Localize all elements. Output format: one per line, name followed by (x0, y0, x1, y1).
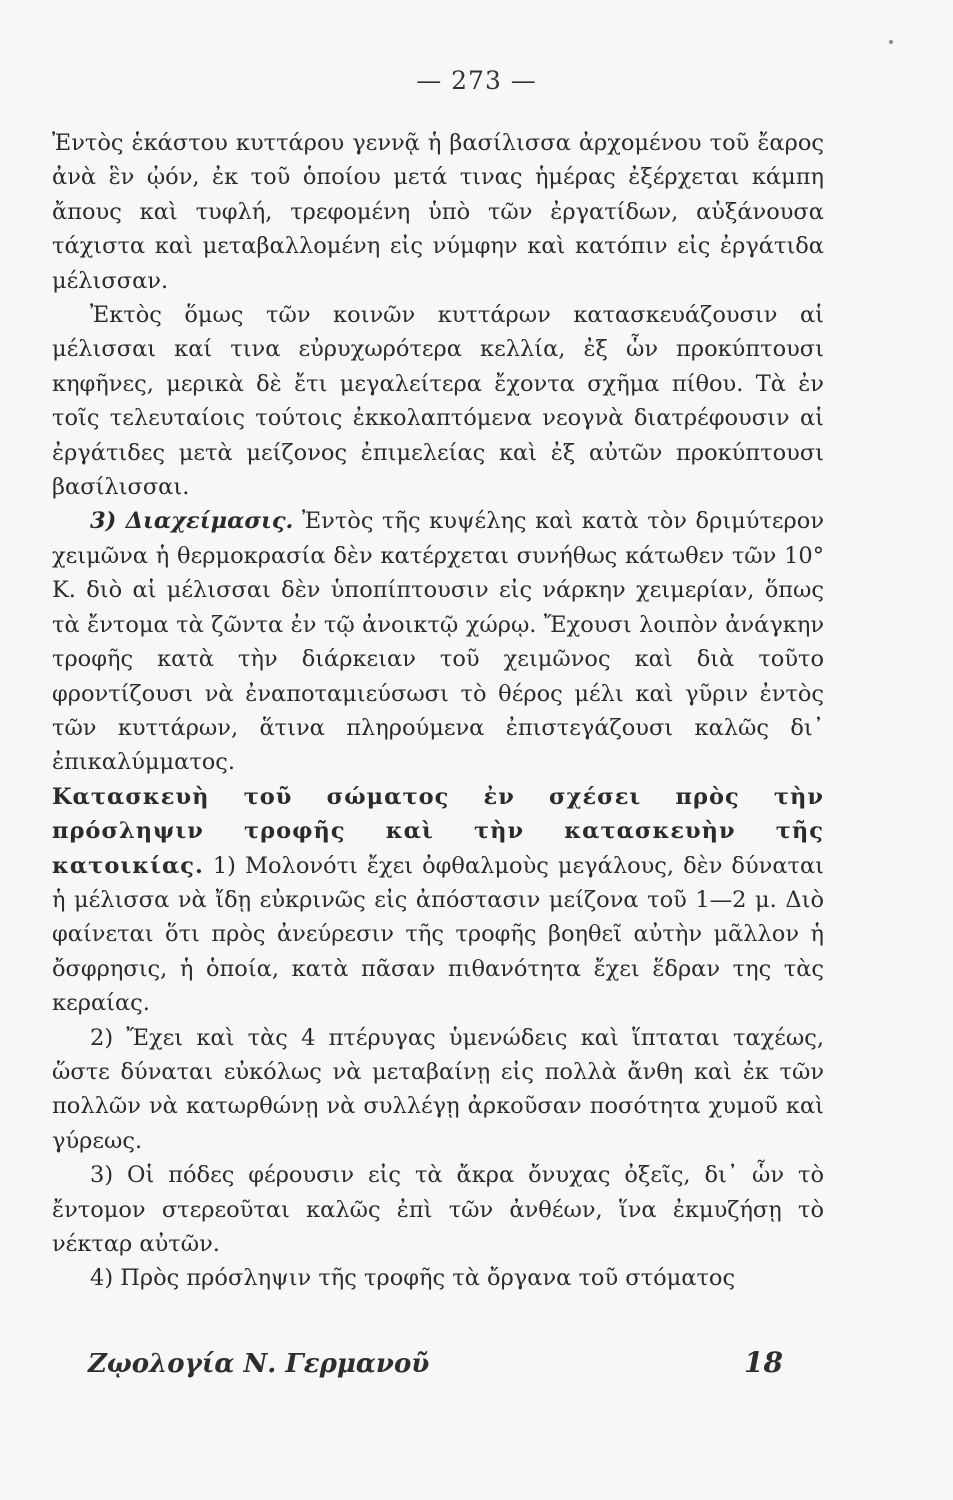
paragraph-4-text: 1) Μολονότι ἔχει ὀφθαλμοὺς μεγάλους, δὲν δύναται ἡ μέλισσα νὰ ἴδῃ εὐκρινῶς εἰς ἀπόστασιν μείζονα τοῦ 1—2 μ. Διὸ φαίνεται ὅτι πρὸς ἀνεύρεσιν τῆς τροφῆς βοηθεῖ αὐτὴν μᾶλλον ἡ ὄσφρησις, ἡ ὁποία, κατὰ πᾶσαν πιθανότητα ἔχει ἕδραν της τὰς κεραίας. (52, 852, 824, 1017)
footer-book-title: Ζῳολογία Ν. Γερμανοῦ (88, 1349, 430, 1379)
paragraph-7 (52, 1261, 824, 1295)
paragraph-1-text: Ἐντὸς ἑκάστου κυττάρου γεννᾷ ἡ βασίλισσα ἀρχομένου τοῦ ἔαρος ἀνὰ ἓν ᾠόν, ἐκ τοῦ ὁποίου μετά τινας ἡμέρας ἐξέρχεται κάμπη ἄπους καὶ τυφλή, τρεφομένη ὑπὸ τῶν ἐργατίδων, αὐξάνουσα τάχιστα καὶ μεταβαλλομένη εἰς νύμφην καὶ κατόπιν εἰς ἐργάτιδα μέλισσαν. (52, 130, 824, 294)
paragraph-6 (52, 1158, 824, 1261)
body-text (52, 126, 824, 1296)
paragraph-6-text: 3) Οἱ πόδες φέρουσιν εἰς τὰ ἄκρα ὄνυχας ὀξεῖς, δι᾿ ὧν τὸ ἔντομον στερεοῦται καλῶς ἐπὶ τῶν ἀνθέων, ἵνα ἐκμυζήσῃ τὸ νέκταρ αὐτῶν. (52, 1162, 824, 1257)
paragraph-2 (52, 298, 824, 504)
paper-speck (889, 40, 893, 44)
paragraph-7-text: 4) Πρὸς πρόσληψιν τῆς τροφῆς τὰ ὄργανα τοῦ στόματος (90, 1265, 736, 1292)
paragraph-2-text: Ἐκτὸς ὅμως τῶν κοινῶν κυττάρων κατασκευάζουσιν αἱ μέλισσαι καί τινα εὐρυχωρότερα κελλία, ἐξ ὧν προκύπτουσι κηφῆνες, μερικὰ δὲ ἔτι μεγαλείτερα ἔχοντα σχῆμα πίθου. Τὰ ἐν τοῖς τελευταίοις τούτοις ἐκκολαπτόμενα νεογνὰ διατρέφουσιν αἱ ἐργάτιδες μετὰ μείζονος ἐπιμελείας καὶ ἐξ αὐτῶν προκύπτουσι βασίλισσαι. (52, 302, 824, 501)
page-number: — 273 — (416, 66, 537, 95)
paragraph-3-text: Ἐντὸς τῆς κυψέλης καὶ κατὰ τὸν δριμύτερον χειμῶνα ἡ θερμοκρασία δὲν κατέρχεται συνήθως κάτωθεν τῶν 10° Κ. διὸ αἱ μέλισσαι δὲν ὑποπίπτουσιν εἰς νάρκην χειμερίαν, ὅπως τὰ ἔντομα τὰ ζῶντα ἐν τῷ ἀνοικτῷ χώρῳ. Ἔχουσι λοιπὸν ἀνάγκην τροφῆς κατὰ τὴν διάρκειαν τοῦ χειμῶνος καὶ διὰ τοῦτο φροντίζουσι νὰ ἐναποταμιεύσωσι τὸ θέρος μέλι καὶ γῦριν ἐντὸς τῶν κυττάρων, ἅτινα πληρούμενα ἐπιστεγάζουσι καλῶς δι᾿ ἐπικαλύμματος. (52, 508, 824, 776)
paragraph-5-text: 2) Ἔχει καὶ τὰς 4 πτέρυγας ὑμενώδεις καὶ ἵπταται ταχέως, ὥστε δύναται εὐκόλως νὰ μεταβαίνῃ εἰς πολλὰ ἄνθη καὶ ἐκ τῶν πολλῶν νὰ κατωρθώνῃ νὰ συλλέγῃ ἀρκοῦσαν ποσότητα χυμοῦ καὶ γύρεως. (52, 1024, 824, 1154)
paragraph-3 (52, 504, 824, 779)
section-heading-body-structure: Κατασκευὴ τοῦ σώματος ἐν σχέσει πρὸς τὴν πρόσληψιν τροφῆς καὶ τὴν κατασκευὴν τῆς κατοικίας. (52, 783, 824, 879)
printer-signature-mark: 18 (744, 1346, 783, 1379)
section-heading-hibernation: 3) Διαχείμασις. (90, 508, 294, 535)
paragraph-5 (52, 1021, 824, 1159)
paragraph-1 (52, 126, 824, 298)
paragraph-4 (52, 780, 824, 1021)
